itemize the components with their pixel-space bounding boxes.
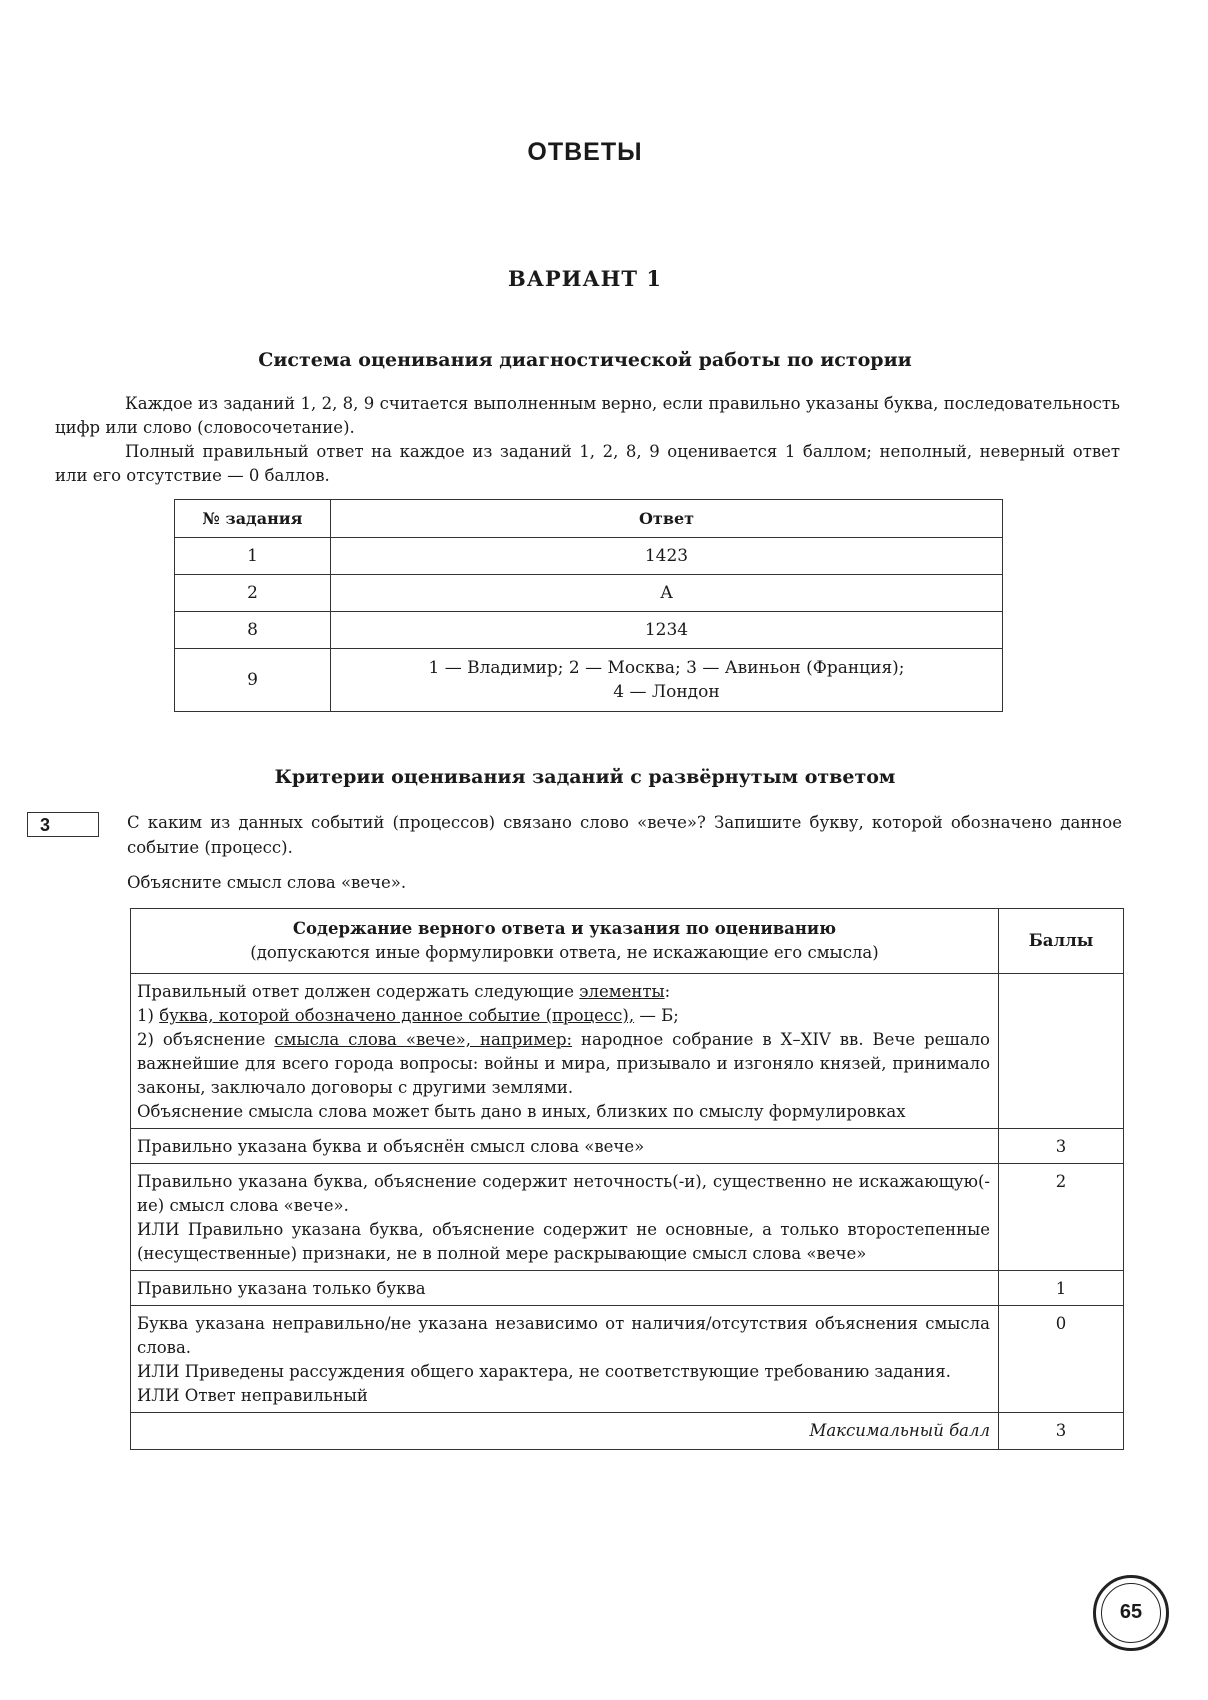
score-cell — [999, 974, 1124, 1129]
answer-line: 4 — Лондон — [613, 682, 720, 702]
criterion-cell — [131, 1164, 999, 1271]
column-header-score: Баллы — [999, 909, 1124, 974]
content-text: народное собрание в X–XIV вв. Вече решало важнейшие для всего города вопросы: войны и мира, призывало и изгоняло князей, принимало законы, заключало договоры с другими землями. — [137, 1030, 990, 1097]
intro-paragraph: Полный правильный ответ на каждое из заданий 1, 2, 8, 9 оценивается 1 баллом; неполный, неверный ответ или его отсутствие — 0 баллов. — [55, 442, 1120, 485]
score-cell: 2 — [999, 1164, 1124, 1271]
max-score-label: Максимальный балл — [131, 1413, 999, 1450]
table-row — [131, 1413, 1124, 1450]
table-row — [131, 1271, 1124, 1306]
criterion-line: ИЛИ Приведены рассуждения общего характера, не соответствующие требованию задания. — [137, 1362, 951, 1381]
table-row — [131, 974, 1124, 1129]
answer-cell: 1423 — [331, 538, 1003, 575]
system-heading: Система оценивания диагностической работы по истории — [258, 349, 912, 371]
score-cell: 0 — [999, 1306, 1124, 1413]
intro-paragraph: Каждое из заданий 1, 2, 8, 9 считается выполненным верно, если правильно указаны буква, последовательность цифр или слово (словосочетание). — [55, 394, 1120, 437]
intro-text — [55, 392, 1120, 488]
table-row — [131, 1164, 1124, 1271]
criterion-line: ИЛИ Правильно указана буква, объяснение содержит не основные, а только второстепенные (несущественные) признаки, не в полной мере раскрывающие смысл слова «вече» — [137, 1220, 990, 1263]
column-header-content — [131, 909, 999, 974]
content-text: : — [664, 982, 671, 1001]
criterion-line: Буква указана неправильно/не указана независимо от наличия/отсутствия объяснения смысла слова. — [137, 1314, 990, 1357]
answers-table — [174, 499, 1003, 712]
content-line: Объяснение смысла слова может быть дано в иных, близких по смыслу формулировках — [137, 1102, 906, 1121]
answer-cell: А — [331, 575, 1003, 612]
content-line — [137, 980, 990, 1004]
table-row — [175, 538, 1003, 575]
table-row — [131, 1306, 1124, 1413]
score-cell: 3 — [999, 1129, 1124, 1164]
criterion-line: ИЛИ Ответ неправильный — [137, 1386, 368, 1405]
task-number-cell: 1 — [175, 538, 331, 575]
criteria-heading: Критерии оценивания заданий с развёрнутым ответом — [274, 766, 896, 788]
criterion-line: Правильно указана буква и объяснён смысл слова «вече» — [137, 1137, 645, 1156]
criteria-table — [130, 908, 1124, 1450]
table-row — [175, 575, 1003, 612]
answer-line: 1 — Владимир; 2 — Москва; 3 — Авиньон (Франция); — [428, 658, 905, 678]
page-number: 65 — [1101, 1583, 1161, 1643]
answer-content-cell — [131, 974, 999, 1129]
content-underlined: смысла слова «вече», например: — [274, 1030, 573, 1049]
content-text: 2) объяснение — [137, 1030, 275, 1049]
content-text: 1) — [137, 1006, 160, 1025]
header-main-text: Содержание верного ответа и указания по оцениванию — [292, 919, 837, 938]
content-line — [137, 1004, 990, 1028]
table-row — [175, 649, 1003, 712]
task-number-cell: 9 — [175, 649, 331, 712]
task-number-cell: 2 — [175, 575, 331, 612]
criterion-cell — [131, 1306, 999, 1413]
header-sub-text: (допускаются иные формулировки ответа, не искажающие его смысла) — [250, 943, 879, 962]
column-header-answer: Ответ — [331, 500, 1003, 538]
table-row — [131, 1129, 1124, 1164]
criterion-line: Правильно указана буква, объяснение содержит неточность(-и), существенно не искажающую(-ие) смысл слова «вече». — [137, 1172, 990, 1215]
answer-cell: 1234 — [331, 612, 1003, 649]
answer-cell — [331, 649, 1003, 712]
question-instruction: Объясните смысл слова «вече». — [127, 873, 407, 892]
content-underlined: элементы — [579, 982, 665, 1001]
max-score-value: 3 — [999, 1413, 1124, 1450]
task-number-badge: 3 — [27, 812, 99, 837]
table-header-row — [175, 500, 1003, 538]
page-title: ОТВЕТЫ — [527, 138, 643, 166]
content-text: Правильный ответ должен содержать следующие — [137, 982, 580, 1001]
table-row — [175, 612, 1003, 649]
question-text: С каким из данных событий (процессов) связано слово «вече»? Запишите букву, которой обозначено данное событие (процесс). — [127, 813, 1122, 857]
criterion-line: Правильно указана только буква — [137, 1279, 426, 1298]
criterion-cell — [131, 1271, 999, 1306]
page-number-badge — [1093, 1575, 1169, 1651]
score-cell: 1 — [999, 1271, 1124, 1306]
table-header-row — [131, 909, 1124, 974]
criterion-cell — [131, 1129, 999, 1164]
content-text: — Б; — [634, 1006, 679, 1025]
variant-heading: ВАРИАНТ 1 — [508, 266, 662, 291]
content-underlined: буква, которой обозначено данное событие (процесс), — [159, 1006, 635, 1025]
column-header-number: № задания — [175, 500, 331, 538]
task-number-cell: 8 — [175, 612, 331, 649]
task-question — [127, 810, 1122, 895]
content-line — [137, 1028, 990, 1100]
